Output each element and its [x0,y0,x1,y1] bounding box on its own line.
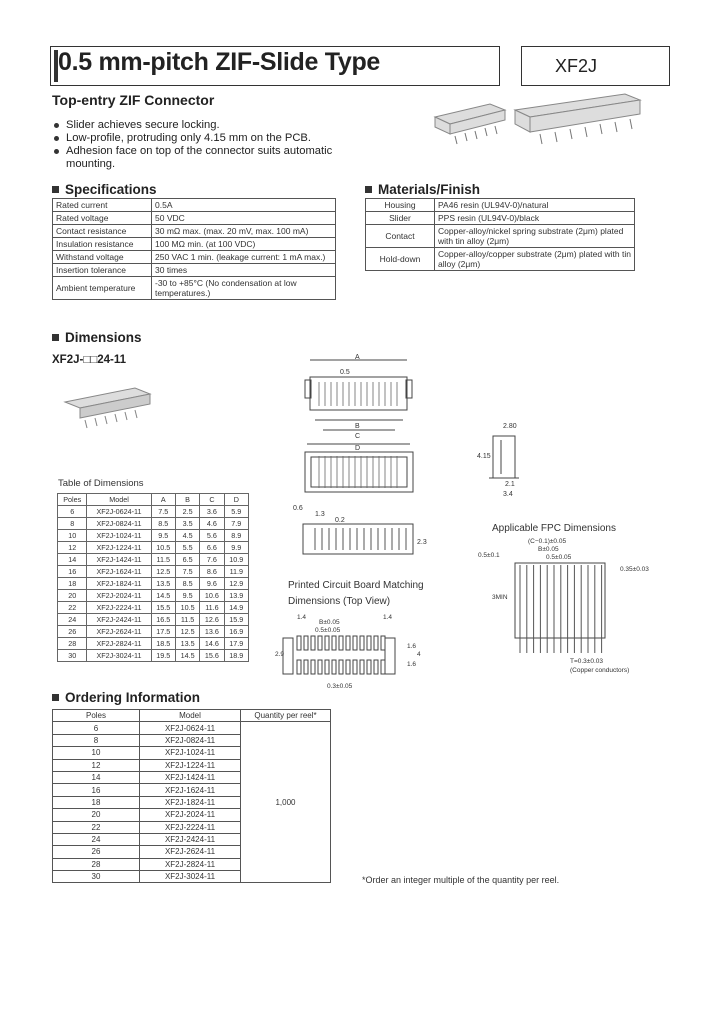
page-title: 0.5 mm-pitch ZIF-Slide Type [58,48,381,76]
table-row [53,212,336,225]
column-header: Poles [53,710,140,722]
table-cell: 11.5 [151,554,175,566]
table-cell: 12.9 [224,578,248,590]
table-cell: 10 [53,747,140,759]
table-row [58,566,249,578]
table-cell: 17.9 [224,638,248,650]
pcb-label-4: 0.5±0.05 [315,627,341,634]
pcb-pattern-drawing [275,610,435,690]
table-cell: 5.9 [224,506,248,518]
table-cell: XF2J-2824-11 [140,858,241,870]
table-cell: 7.5 [151,506,175,518]
drawing-pad [339,660,343,674]
dimensions-table [57,493,249,662]
table-cell: XF2J-0824-11 [140,734,241,746]
table-cell: 14 [58,554,87,566]
table-cell: XF2J-1824-11 [87,578,151,590]
materials-heading: Materials/Finish [365,182,480,197]
spec-label: Contact resistance [53,225,152,238]
column-header: Poles [58,494,87,506]
table-cell: XF2J-1624-11 [140,784,241,796]
table-cell: XF2J-1424-11 [87,554,151,566]
drawing-pad [367,660,371,674]
table-cell: XF2J-2024-11 [140,809,241,821]
column-header: Model [140,710,241,722]
fpc-label-3: 0.5±0.05 [546,554,572,561]
table-cell: 14 [53,771,140,783]
table-cell: 12 [53,759,140,771]
dimensions-heading: Dimensions [52,330,142,345]
specifications-heading: Specifications [52,182,157,197]
table-cell: XF2J-2624-11 [140,846,241,858]
pcb-label-9: 0.3±0.05 [327,683,353,690]
fpc-label-6: 3MIN [492,594,508,601]
table-row [58,506,249,518]
table-cell: 30 [58,650,87,662]
dimensions-table-title: Table of Dimensions [58,478,144,489]
table-cell: 6.5 [175,554,199,566]
table-cell: XF2J-0824-11 [87,518,151,530]
table-cell: 28 [53,858,140,870]
table-cell: 16 [53,784,140,796]
table-row [58,578,249,590]
table-row [53,264,336,277]
drawing-pad [374,636,378,650]
drawing-pad [297,660,301,674]
table-cell: 8 [58,518,87,530]
drawing-pad [381,660,385,674]
fpc-label-2: B±0.05 [538,546,559,553]
table-cell: 8.9 [224,530,248,542]
table-cell: 15.6 [200,650,224,662]
table-cell: XF2J-2024-11 [87,590,151,602]
material-value: Copper-alloy/copper substrate (2μm) plated with tin alloy (2μm) [435,248,635,271]
table-cell: 12.5 [151,566,175,578]
drawing-pad [311,636,315,650]
column-header: A [151,494,175,506]
label-1-3: 1.3 [315,511,325,518]
table-cell: 2.5 [175,506,199,518]
table-row [366,199,635,212]
table-cell: 15.9 [224,614,248,626]
drawing-pad [346,660,350,674]
spec-value: 30 mΩ max. (max. 20 mV, max. 100 mA) [152,225,336,238]
table-cell: 6 [58,506,87,518]
table-cell: 11.9 [224,566,248,578]
table-cell: 13.9 [224,590,248,602]
ordering-note: *Order an integer multiple of the quantity per reel. [362,875,560,885]
table-cell: 30 [53,871,140,883]
table-row [53,199,336,212]
table-cell: XF2J-0624-11 [87,506,151,518]
table-cell: 10.5 [151,542,175,554]
table-cell: 4.5 [175,530,199,542]
table-cell: XF2J-0624-11 [140,722,241,734]
drawing-pad [353,660,357,674]
table-cell: 11.5 [175,614,199,626]
spec-value: 100 MΩ min. (at 100 VDC) [152,238,336,251]
table-cell: XF2J-1224-11 [140,759,241,771]
table-row [58,518,249,530]
table-cell: 17.5 [151,626,175,638]
drawing-pad [318,660,322,674]
spec-value: 30 times [152,264,336,277]
connector-sketch [60,380,160,440]
table-cell: XF2J-1824-11 [140,796,241,808]
material-value: PPS resin (UL94V-0)/black [435,212,635,225]
table-cell: 26 [58,626,87,638]
table-row [58,590,249,602]
table-cell: 10.9 [224,554,248,566]
fpc-label-4: 0.5±0.1 [478,552,500,559]
drawing-pad [325,660,329,674]
table-cell: XF2J-3024-11 [140,871,241,883]
spec-label: Withstand voltage [53,251,152,264]
table-cell: 14.9 [224,602,248,614]
pcb-label-3: B±0.05 [319,619,340,626]
drawing-pad [346,636,350,650]
spec-value: 50 VDC [152,212,336,225]
feature-list [52,119,382,171]
drawing-pad [318,636,322,650]
front-view-drawing [285,352,435,527]
pcb-label-8: 1.6 [407,661,417,668]
table-cell: XF2J-1424-11 [140,771,241,783]
table-cell: 6.6 [200,542,224,554]
table-cell: XF2J-2624-11 [87,626,151,638]
table-row [366,248,635,271]
table-cell: 8 [53,734,140,746]
pcb-label-6: 1.6 [407,643,417,650]
table-cell: XF2J-2824-11 [87,638,151,650]
drawing-pad [339,636,343,650]
table-cell: XF2J-1624-11 [87,566,151,578]
table-row [58,530,249,542]
table-cell: 9.6 [200,578,224,590]
drawing-pad [367,636,371,650]
model-code: XF2J [555,56,598,76]
table-cell: XF2J-2224-11 [140,821,241,833]
table-cell: 14.6 [200,638,224,650]
table-cell: XF2J-2424-11 [87,614,151,626]
fpc-title: Applicable FPC Dimensions [492,523,616,534]
fpc-label-1: (C−0.1)±0.05 [528,538,567,545]
table-cell: 20 [58,590,87,602]
ordering-heading: Ordering Information [52,690,200,705]
table-cell: 8.5 [151,518,175,530]
spec-value: 0.5A [152,199,336,212]
drawing-pad [332,660,336,674]
table-header-row [58,494,249,506]
label-4-15: 4.15 [477,453,491,460]
table-row [53,251,336,264]
table-cell: 10.5 [175,602,199,614]
table-cell: 9.5 [151,530,175,542]
table-row [58,602,249,614]
table-row [58,638,249,650]
label-0-2: 0.2 [335,517,345,524]
ordering-table [52,709,331,883]
drawing-pad [311,660,315,674]
table-row [53,722,331,734]
table-cell: 3.6 [200,506,224,518]
table-row [58,554,249,566]
fpc-label-7: T=0.3±0.03 [570,658,604,665]
table-cell: 22 [58,602,87,614]
table-cell: 22 [53,821,140,833]
feature-item: Slider achieves secure locking. [52,119,382,132]
table-cell: 6 [53,722,140,734]
drawing-pad [325,636,329,650]
table-cell: 16.9 [224,626,248,638]
table-cell: XF2J-1024-11 [140,747,241,759]
spec-value: -30 to +85°C (No condensation at low temperatures.) [152,277,336,300]
label-2-80: 2.80 [503,423,517,430]
table-cell: 16.5 [151,614,175,626]
table-cell: 13.6 [200,626,224,638]
table-cell: 13.5 [151,578,175,590]
material-value: Copper-alloy/nickel spring substrate (2μm) plated with tin alloy (2μm) [435,225,635,248]
table-cell: 28 [58,638,87,650]
table-cell: XF2J-2424-11 [140,833,241,845]
table-cell: 12 [58,542,87,554]
table-cell: 4.6 [200,518,224,530]
table-cell: 10 [58,530,87,542]
drawing-pad [353,636,357,650]
table-row [53,277,336,300]
table-cell: 18.5 [151,638,175,650]
table-cell: 3.5 [175,518,199,530]
table-cell: 5.6 [200,530,224,542]
column-header: Model [87,494,151,506]
specifications-table [52,198,336,300]
drawing-pad [374,660,378,674]
spec-label: Ambient temperature [53,277,152,300]
spec-label: Rated current [53,199,152,212]
column-header: C [200,494,224,506]
table-cell: 24 [58,614,87,626]
dimensions-model-code: XF2J-□□24-11 [52,354,126,366]
table-cell: 16 [58,566,87,578]
table-cell: 18 [58,578,87,590]
pcb-label-1: 1.4 [297,614,307,621]
label-c: C [355,433,361,440]
table-cell: 7.5 [175,566,199,578]
material-value: PA46 resin (UL94V-0)/natural [435,199,635,212]
spec-label: Rated voltage [53,212,152,225]
label-3-4: 3.4 [503,491,513,498]
spec-value: 250 VAC 1 min. (leakage current: 1 mA max.) [152,251,336,264]
table-cell: XF2J-1224-11 [87,542,151,554]
table-cell: XF2J-3024-11 [87,650,151,662]
drawing-pad [381,636,385,650]
label-0-6: 0.6 [293,505,303,512]
drawing-pad [360,636,364,650]
table-row [366,225,635,248]
spec-label: Insulation resistance [53,238,152,251]
table-cell: 12.6 [200,614,224,626]
table-cell: XF2J-1024-11 [87,530,151,542]
table-cell: 7.6 [200,554,224,566]
pcb-title-line2: Dimensions (Top View) [288,596,391,607]
table-cell: 8.5 [175,578,199,590]
table-cell: 9.9 [224,542,248,554]
quantity-cell: 1,000 [241,722,331,883]
material-label: Hold-down [366,248,435,271]
fpc-label-8: (Copper conductors) [570,667,630,674]
feature-item: Low-profile, protruding only 4.15 mm on the PCB. [52,132,382,145]
table-cell: 24 [53,833,140,845]
drawing-pad [360,660,364,674]
table-row [58,626,249,638]
table-row [53,238,336,251]
table-row [58,614,249,626]
label-a: A [355,354,360,361]
table-header-row [53,710,331,722]
column-header: Quantity per reel* [241,710,331,722]
label-d: D [355,445,361,452]
material-label: Slider [366,212,435,225]
drawing-pad [297,636,301,650]
subtitle: Top-entry ZIF Connector [52,92,215,108]
table-cell: 20 [53,809,140,821]
fpc-label-5: 0.35±0.03 [620,566,649,573]
table-cell: 8.6 [200,566,224,578]
side-view-drawing [475,418,535,498]
connector-photo [430,92,670,172]
drawing-pad [283,638,293,674]
table-cell: 7.9 [224,518,248,530]
label-pitch: 0.5 [340,369,350,376]
table-cell: 14.5 [175,650,199,662]
table-cell: XF2J-2224-11 [87,602,151,614]
table-cell: 18.9 [224,650,248,662]
table-cell: 11.6 [200,602,224,614]
drawing-pad [385,638,395,674]
table-cell: 18 [53,796,140,808]
spec-label: Insertion tolerance [53,264,152,277]
table-cell: 13.5 [175,638,199,650]
materials-table [365,198,635,271]
table-cell: 19.5 [151,650,175,662]
fpc-drawing [470,535,670,675]
table-row [58,542,249,554]
table-cell: 12.5 [175,626,199,638]
table-row [58,650,249,662]
column-header: D [224,494,248,506]
pcb-label-7: 4 [417,651,421,658]
pcb-label-2: 1.4 [383,614,393,621]
feature-item: Adhesion face on top of the connector suits automatic mounting. [52,145,382,171]
table-row [53,225,336,238]
pcb-label-5: 2.9 [275,651,285,658]
column-header: B [175,494,199,506]
footprint-drawing [295,512,435,562]
material-label: Housing [366,199,435,212]
table-cell: 5.5 [175,542,199,554]
material-label: Contact [366,225,435,248]
table-cell: 14.5 [151,590,175,602]
label-b: B [355,423,360,430]
table-cell: 9.5 [175,590,199,602]
pcb-title-line1: Printed Circuit Board Matching [288,580,424,591]
label-2-3: 2.3 [417,539,427,546]
table-cell: 15.5 [151,602,175,614]
drawing-pad [332,636,336,650]
label-2-1: 2.1 [505,481,515,488]
drawing-pad [304,660,308,674]
table-cell: 10.6 [200,590,224,602]
drawing-pad [304,636,308,650]
table-cell: 26 [53,846,140,858]
table-row [366,212,635,225]
